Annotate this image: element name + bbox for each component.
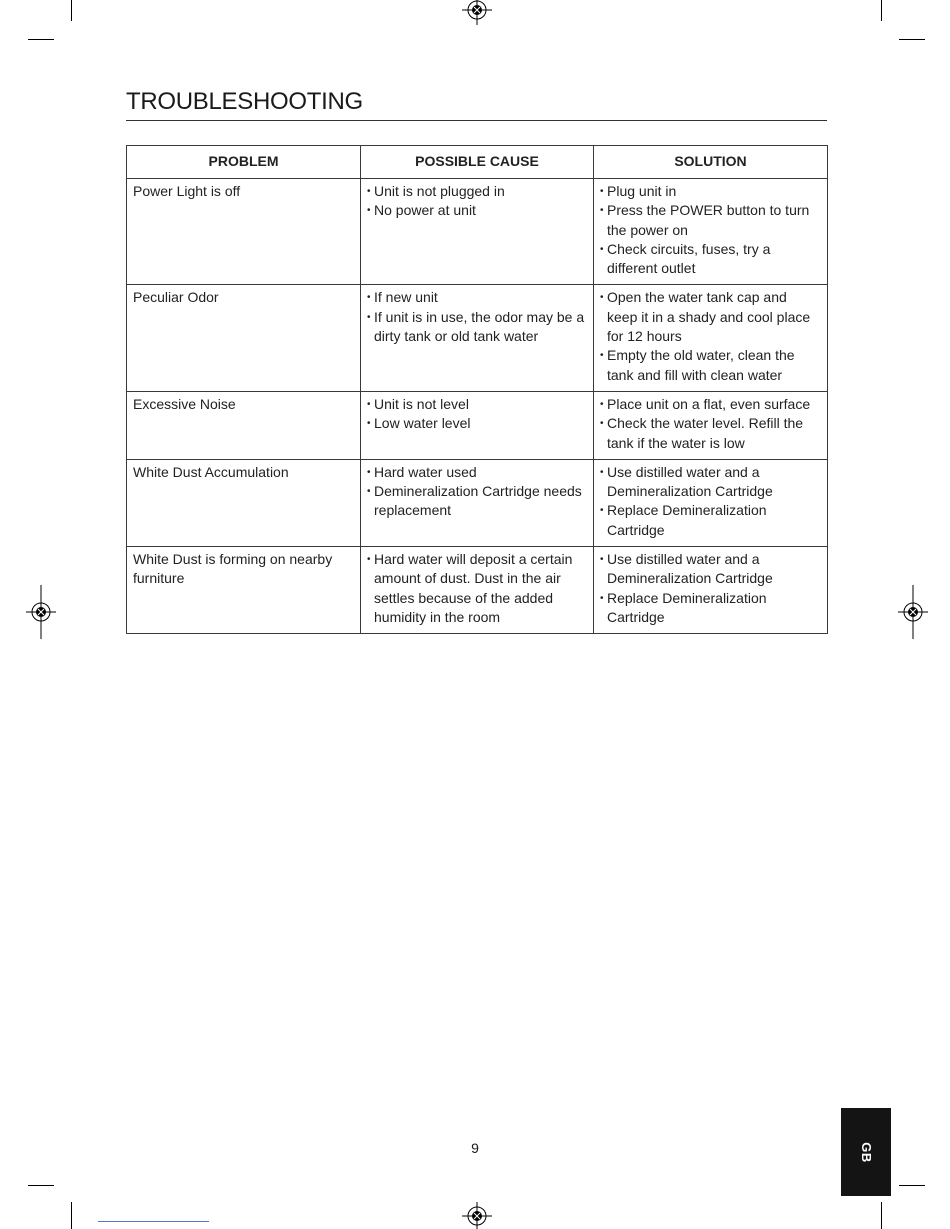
- crop-mark: [899, 39, 925, 40]
- registration-mark-icon: [462, 0, 492, 25]
- language-tab-label: GB: [858, 1141, 874, 1163]
- crop-mark: [28, 1185, 54, 1186]
- bottom-rule: [98, 1221, 209, 1222]
- solution-item: • Check circuits, fuses, try a different outlet: [600, 240, 821, 279]
- table-row: [127, 179, 828, 285]
- table-row: [127, 459, 828, 546]
- cause-item: • Hard water will deposit a certain amount of dust. Dust in the air settles because of the added humidity in the room: [367, 550, 587, 627]
- cause-cell: [361, 547, 594, 634]
- crop-mark: [71, 1202, 72, 1229]
- crop-mark: [881, 1202, 882, 1229]
- registration-mark-icon: [26, 585, 56, 639]
- solution-item: • Empty the old water, clean the tank and fill with clean water: [600, 346, 821, 385]
- table-row: [127, 391, 828, 459]
- cause-item: • Demineralization Cartridge needs replacement: [367, 482, 587, 521]
- cause-item: • If unit is in use, the odor may be a dirty tank or old tank water: [367, 308, 587, 347]
- table-row: [127, 547, 828, 634]
- crop-mark: [71, 0, 72, 21]
- cause-cell: [361, 391, 594, 459]
- page-title: TROUBLESHOOTING: [126, 88, 827, 121]
- cause-item: • Hard water used: [367, 463, 587, 482]
- language-tab: [841, 1108, 891, 1196]
- solution-item: • Press the POWER button to turn the power on: [600, 201, 821, 240]
- solution-item: • Replace Demineralization Cartridge: [600, 589, 821, 628]
- solution-item: • Check the water level. Refill the tank if the water is low: [600, 414, 821, 453]
- column-header-possible-cause: POSSIBLE CAUSE: [361, 146, 594, 179]
- column-header-solution: SOLUTION: [594, 146, 828, 179]
- cause-cell: [361, 285, 594, 391]
- problem-cell: Excessive Noise: [127, 391, 361, 459]
- solution-item: • Use distilled water and a Demineralization Cartridge: [600, 463, 821, 502]
- cause-cell: [361, 179, 594, 285]
- cause-item: • If new unit: [367, 288, 587, 307]
- cause-item: • Unit is not level: [367, 395, 587, 414]
- solution-cell: [594, 179, 828, 285]
- problem-cell: Power Light is off: [127, 179, 361, 285]
- problem-cell: Peculiar Odor: [127, 285, 361, 391]
- page-number: 9: [471, 1140, 479, 1156]
- column-header-problem: PROBLEM: [127, 146, 361, 179]
- cause-item: • Low water level: [367, 414, 587, 433]
- solution-item: • Replace Demineralization Cartridge: [600, 501, 821, 540]
- table-row: [127, 285, 828, 391]
- solution-cell: [594, 285, 828, 391]
- crop-mark: [899, 1185, 925, 1186]
- problem-cell: White Dust is forming on nearby furniture: [127, 547, 361, 634]
- troubleshooting-table: [126, 145, 828, 634]
- problem-cell: White Dust Accumulation: [127, 459, 361, 546]
- registration-mark-icon: [898, 585, 928, 639]
- cause-cell: [361, 459, 594, 546]
- table-header-row: [127, 146, 828, 179]
- solution-cell: [594, 391, 828, 459]
- registration-mark-icon: [462, 1202, 492, 1229]
- solution-item: • Place unit on a flat, even surface: [600, 395, 821, 414]
- cause-item: • No power at unit: [367, 201, 587, 220]
- crop-mark: [881, 0, 882, 21]
- solution-cell: [594, 547, 828, 634]
- solution-cell: [594, 459, 828, 546]
- solution-item: • Use distilled water and a Demineralization Cartridge: [600, 550, 821, 589]
- solution-item: • Plug unit in: [600, 182, 821, 201]
- crop-mark: [28, 39, 54, 40]
- cause-item: • Unit is not plugged in: [367, 182, 587, 201]
- solution-item: • Open the water tank cap and keep it in a shady and cool place for 12 hours: [600, 288, 821, 346]
